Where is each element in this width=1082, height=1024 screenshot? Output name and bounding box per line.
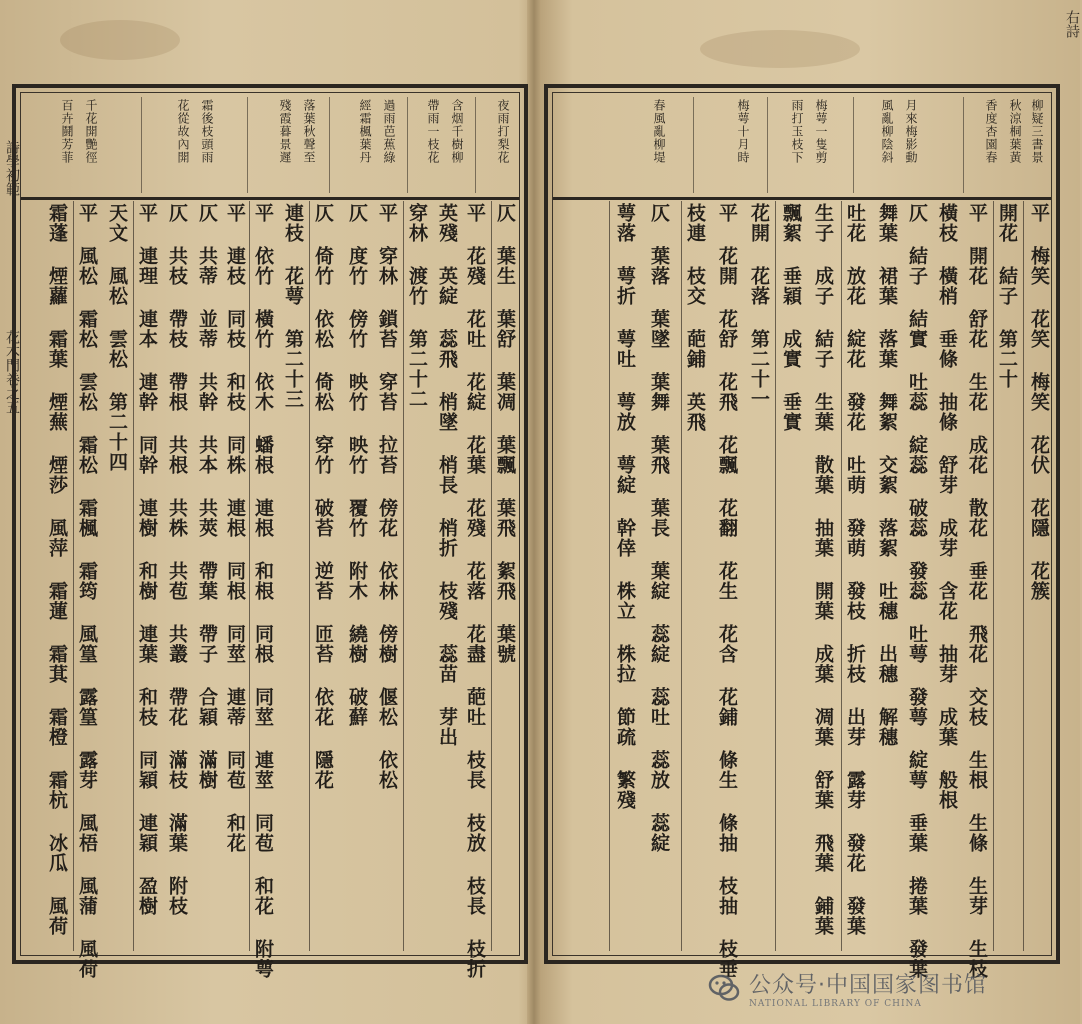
header-verse: 香度杏園春 <box>984 99 998 164</box>
header-verse: 夜雨打梨花 <box>496 99 510 164</box>
right-header-band <box>553 93 1051 200</box>
watermark-text: 公众号·中国国家图书馆 <box>749 972 987 998</box>
margin-title: 詩學初範 <box>4 140 20 196</box>
book-gutter <box>527 0 541 1024</box>
header-verse: 霜後枝頭雨 <box>200 99 214 164</box>
body-column: 平 連枝 同枝 和枝 同株 連根 同根 同莖 連蒂 同苞 和花 <box>224 203 246 853</box>
left-page <box>12 84 528 979</box>
header-verse: 柳疑三書景 <box>1030 99 1044 164</box>
body-column: 萼落 萼折 萼吐 萼放 萼綻 幹倖 株立 株拉 節疏 繁殘 <box>614 203 636 810</box>
header-verse: 千花開艷徑 <box>84 99 98 164</box>
column-rule <box>775 201 776 951</box>
header-verse: 秋涼桐葉黃 <box>1008 99 1022 164</box>
watermark <box>707 962 1052 1014</box>
body-column: 平 開花 舒花 生花 成花 散花 垂花 飛花 交枝 生根 生條 生芽 生枝 <box>966 203 988 979</box>
left-header-band <box>21 93 519 200</box>
body-column: 枝連 枝交 葩鋪 英飛 <box>684 203 706 432</box>
column-rule <box>133 201 134 951</box>
body-column: 平 風松 霜松 雲松 霜松 霜楓 霜筠 風篁 露篁 露芽 風梧 風蒲 風荷 <box>76 203 98 979</box>
left-page-inner-frame <box>20 92 520 979</box>
column-rule <box>767 97 768 193</box>
column-rule <box>853 97 854 193</box>
watermark-subtext: NATIONAL LIBRARY OF CHINA <box>749 998 922 1009</box>
body-column: 仄 葉生 葉舒 葉凋 葉飄 葉飛 絮飛 葉號 <box>494 203 516 664</box>
body-column: 舞葉 裙葉 落葉 舞絮 交絮 落絮 吐穗 出穗 解穗 <box>876 203 898 747</box>
body-column: 天文 風松 雲松 第二十四 <box>106 203 128 472</box>
body-column: 英殘 英綻 蕊飛 梢墜 梢長 梢折 枝殘 蕊苗 芽出 <box>436 203 458 747</box>
body-column: 平 花殘 花吐 花綻 花葉 花殘 花落 花盡 葩吐 枝長 枝放 枝長 枝折 <box>464 203 486 979</box>
column-rule <box>993 201 994 951</box>
body-column: 平 連理 連本 連幹 同幹 連樹 和樹 連葉 和枝 同穎 連穎 盈樹 <box>136 203 158 916</box>
column-rule <box>693 97 694 193</box>
body-column: 開花 結子 第二十 <box>996 203 1018 389</box>
wechat-icon <box>707 971 741 1005</box>
header-verse: 含烟千樹柳 <box>450 99 464 164</box>
header-verse: 帶雨一枝花 <box>426 99 440 164</box>
column-rule <box>475 97 476 193</box>
header-verse: 殘霞暮景遲 <box>278 99 292 164</box>
body-column: 仄 度竹 傍竹 映竹 映竹 覆竹 附木 繞樹 破蘚 <box>346 203 368 727</box>
header-verse: 梅萼十月時 <box>736 99 750 164</box>
body-column: 橫枝 橫梢 垂條 抽條 舒芽 成芽 含花 抽芽 成葉 般根 <box>936 203 958 810</box>
body-column: 吐花 放花 綻花 發花 吐萌 發萌 發枝 折枝 出芽 露芽 發花 發葉 <box>844 203 866 936</box>
column-rule <box>841 201 842 951</box>
paper-stain <box>700 30 860 68</box>
body-column: 生子 成子 結子 生葉 散葉 抽葉 開葉 成葉 凋葉 舒葉 飛葉 鋪葉 <box>812 203 834 936</box>
body-column: 平 花開 花舒 花飛 花飄 花翻 花生 花含 花鋪 條生 條抽 枝抽 枝垂 <box>716 203 738 979</box>
header-verse: 梅萼一隻剪 <box>814 99 828 164</box>
column-rule <box>249 201 250 951</box>
header-verse: 風亂柳陰斜 <box>880 99 894 164</box>
column-rule <box>141 97 142 193</box>
body-column: 花開 花落 第二十一 <box>748 203 770 409</box>
column-rule <box>491 201 492 951</box>
header-verse: 過雨芭蕉綠 <box>382 99 396 164</box>
column-rule <box>73 201 74 951</box>
body-column: 仄 共枝 帶枝 帶根 共根 共株 共苞 共叢 帶花 滿枝 滿葉 附枝 <box>166 203 188 916</box>
body-column: 仄 葉落 葉墜 葉舞 葉飛 葉長 葉綻 蕊綻 蕊吐 蕊放 蕊綻 <box>648 203 670 853</box>
body-column: 仄 結子 結實 吐蕊 綻蕊 破蕊 發蕊 吐萼 發萼 綻萼 垂葉 捲葉 發葉 <box>906 203 928 979</box>
body-column: 仄 倚竹 依松 倚松 穿竹 破苔 逆苔 匝苔 依花 隱花 <box>312 203 334 790</box>
header-verse: 月來梅影動 <box>904 99 918 164</box>
header-verse: 經霜楓葉丹 <box>358 99 372 164</box>
header-verse: 花從故內開 <box>176 99 190 164</box>
body-column: 仄 共蒂 並蒂 共幹 共本 共莢 帶葉 帶子 合穎 滿樹 <box>196 203 218 790</box>
column-rule <box>403 201 404 951</box>
paper-stain <box>60 20 180 60</box>
body-column: 穿林 渡竹 第二十二 <box>406 203 428 409</box>
header-verse: 雨打玉枝下 <box>790 99 804 164</box>
column-rule <box>407 97 408 193</box>
column-rule <box>247 97 248 193</box>
body-column: 飄絮 垂穎 成實 垂實 <box>780 203 802 432</box>
header-verse: 百卉鬪芳菲 <box>60 99 74 164</box>
body-column: 平 依竹 橫竹 依木 蟠根 連根 和根 同根 同莖 連莖 同苞 和花 附萼 <box>252 203 274 979</box>
column-rule <box>963 97 964 193</box>
body-column: 連枝 花萼 第二十三 <box>282 203 304 409</box>
body-column: 平 穿林 鎖苔 穿苔 拉苔 傍花 依林 傍樹 偃松 依松 <box>376 203 398 790</box>
margin-marker: 右詩 <box>1064 10 1080 38</box>
header-verse: 春風亂柳堤 <box>652 99 666 164</box>
body-column: 平 梅笑 花笑 梅笑 花伏 花隱 花簇 <box>1028 203 1050 601</box>
column-rule <box>309 201 310 951</box>
column-rule <box>609 201 610 951</box>
body-column: 霜蓬 煙蘿 霜葉 煙蕪 煙莎 風萍 霜蓮 霜萁 霜橙 霜杭 冰瓜 風荷 <box>46 203 68 936</box>
column-rule <box>1023 201 1024 951</box>
header-verse: 落葉秋聲至 <box>302 99 316 164</box>
right-page-inner-frame <box>552 92 1052 979</box>
right-page <box>544 84 1060 979</box>
column-rule <box>329 97 330 193</box>
margin-juan: 花木門卷之五 <box>4 330 20 414</box>
column-rule <box>681 201 682 951</box>
